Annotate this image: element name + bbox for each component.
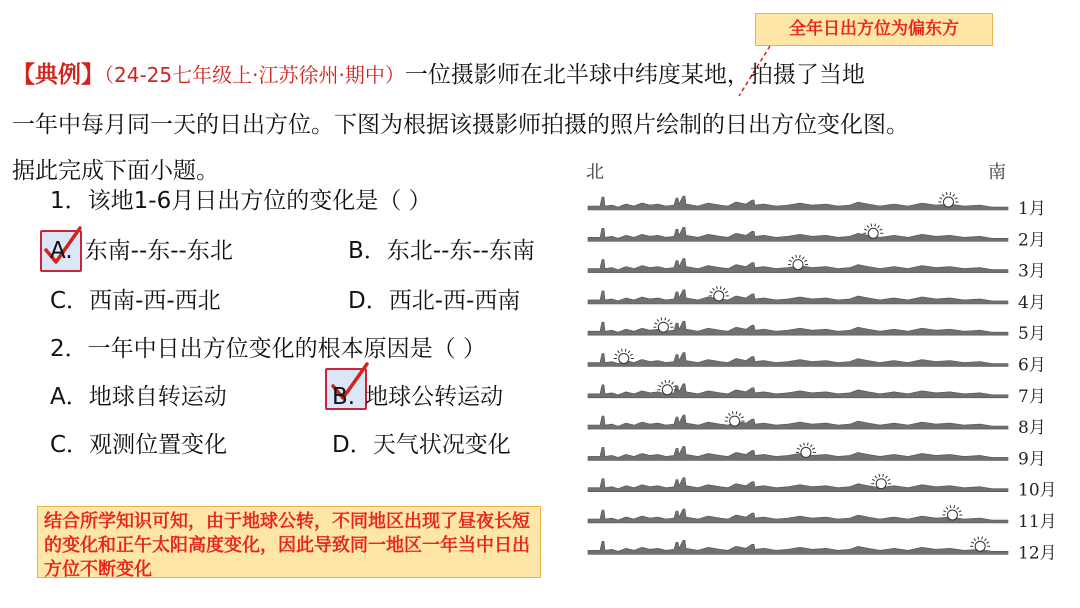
month-label: 11月 (1018, 512, 1057, 532)
chart-row (588, 192, 1046, 219)
q2-option-c-letter: C． (50, 432, 90, 458)
intro-line-3: 据此完成下面小题。 (12, 158, 219, 184)
chart-row (588, 349, 1046, 376)
explanation-note: 结合所学知识可知，由于地球公转，不同地区出现了昼夜长短的变化和正午太阳高度变化，因此导致同一地区一年当中日出方位不断变化 (37, 506, 541, 578)
q1-option-d-text: 西北-西-西南 (388, 288, 521, 314)
question-2-stem: 2．一年中日出方位变化的根本原因是（ ） (50, 336, 486, 362)
q1-option-c-letter: C． (50, 288, 90, 314)
intro-line-2: 一年中每月同一天的日出方位。下图为根据该摄影师拍摄的照片绘制的日出方位变化图。 (12, 112, 909, 138)
horizon-skyline (588, 321, 1008, 335)
intro-text-1: 一位摄影师在北半球中纬度某地，拍摄了当地 (404, 62, 865, 88)
q2-option-c[interactable] (50, 430, 227, 460)
horizon-skyline (588, 384, 1008, 398)
chart-row (588, 255, 1046, 282)
sunrise-direction-chart (580, 160, 1070, 570)
q2-option-d[interactable] (332, 430, 511, 460)
month-label: 7月 (1018, 386, 1046, 407)
month-label: 6月 (1018, 355, 1046, 376)
top-annotation-note: 全年日出方位为偏东方 (755, 13, 993, 46)
month-label: 10月 (1018, 480, 1057, 501)
chart-row (588, 317, 1046, 344)
question-source: （24-25七年级上·江苏徐州·期中） (104, 63, 405, 87)
q1-option-b-text: 东北--东--东南 (386, 238, 535, 264)
q1-option-b-letter: B． (348, 238, 387, 264)
horizon-skyline (588, 415, 1008, 429)
chart-row (588, 443, 1046, 470)
q2-option-b[interactable] (332, 382, 503, 412)
horizon-skyline (588, 290, 1008, 304)
horizon-skyline (588, 540, 1008, 554)
chart-north-label: 北 (586, 162, 604, 183)
q1-option-a[interactable] (50, 236, 233, 266)
chart-row (588, 537, 1057, 564)
q2-option-d-letter: D． (332, 432, 373, 458)
q1-option-a-letter: A. (50, 238, 73, 264)
q2-option-b-letter: B. (332, 384, 356, 410)
intro-line-1 (12, 60, 865, 90)
q2-option-d-text: 天气状况变化 (372, 432, 511, 458)
month-label: 3月 (1018, 261, 1046, 282)
q1-option-d-letter: D． (348, 288, 389, 314)
chart-row (588, 411, 1046, 438)
month-label: 2月 (1018, 230, 1046, 251)
horizon-skyline (588, 478, 1008, 492)
month-label: 5月 (1018, 324, 1046, 345)
q2-option-b-text: 地球公转运动 (365, 384, 504, 410)
q1-option-c[interactable] (50, 286, 221, 316)
q2-option-a[interactable] (50, 382, 227, 412)
chart-row (588, 224, 1046, 251)
q1-option-d[interactable] (348, 286, 520, 316)
chart-row (588, 380, 1046, 407)
question-1-stem: 1．该地1-6月日出方位的变化是（ ） (50, 188, 432, 214)
horizon-skyline (588, 227, 1008, 241)
chart-rows (588, 192, 1057, 563)
q2-option-a-letter: A． (50, 384, 89, 410)
q1-option-a-text: 东南--东--东北 (84, 238, 233, 264)
example-tag: 【典例】 (12, 62, 104, 88)
chart-south-label: 南 (988, 162, 1006, 183)
month-label: 12月 (1018, 543, 1057, 564)
chart-row (588, 286, 1046, 313)
horizon-skyline (588, 353, 1008, 367)
q2-option-a-text: 地球自转运动 (88, 384, 227, 410)
month-label: 8月 (1018, 418, 1046, 439)
q2-option-c-text: 观测位置变化 (89, 432, 228, 458)
chart-row (588, 474, 1057, 501)
sun-icon (970, 537, 990, 552)
chart-row (588, 505, 1057, 532)
month-label: 9月 (1018, 449, 1046, 470)
q1-option-b[interactable] (348, 236, 535, 266)
month-label: 1月 (1018, 199, 1046, 219)
month-label: 4月 (1018, 292, 1046, 313)
sun-icon (614, 349, 634, 364)
q1-option-c-text: 西南-西-西北 (89, 288, 221, 314)
